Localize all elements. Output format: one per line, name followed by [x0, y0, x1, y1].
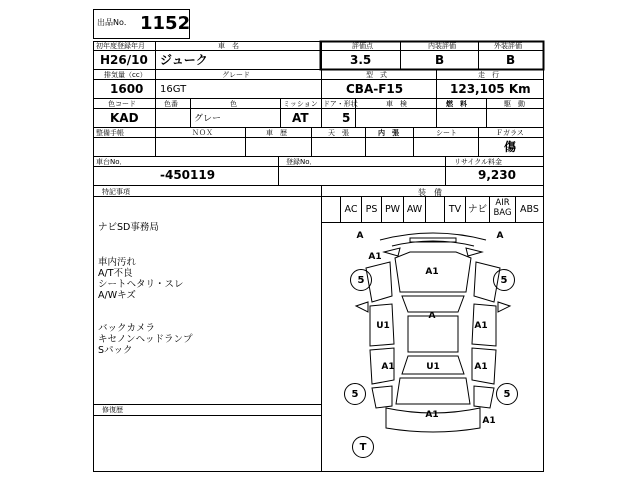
color-no-label: 色番: [164, 100, 178, 108]
model-code-value: CBA-F15: [346, 82, 404, 96]
equip-airbag: AIR BAG: [493, 198, 512, 218]
grade-value: 16GT: [160, 84, 187, 95]
score-value: 3.5: [350, 53, 372, 67]
equip-tv: TV: [448, 204, 462, 215]
glass-label: Ｆガラス: [496, 129, 524, 137]
interior-label: 内装評価: [428, 42, 456, 50]
doors-value: 5: [342, 111, 351, 125]
registration-label: 登録No．: [286, 158, 317, 166]
tire-front-left: 5: [350, 269, 372, 291]
seat-label: シート: [436, 129, 457, 137]
interior-value: B: [435, 53, 445, 67]
chassis-value: -450119: [160, 168, 216, 182]
equip-ac: AC: [344, 204, 358, 215]
color-label: 色: [230, 100, 237, 108]
drive-label: 駆 動: [504, 100, 525, 108]
note-line: A/T不良: [98, 268, 133, 279]
mark-front-right: A: [496, 231, 504, 241]
note-line: キセノンヘッドランプ: [98, 334, 193, 345]
color-code-label: 色コード: [108, 100, 136, 108]
mark-roof: A: [428, 311, 436, 321]
displacement-label: 排気量（cc）: [104, 71, 147, 79]
interior-trim-label: 内 張: [378, 129, 399, 137]
ceiling-label: 天 張: [328, 129, 349, 137]
first-reg-label: 初年度登録年月: [96, 42, 145, 50]
note-line: ナビSD事務局: [98, 222, 159, 233]
history-label: 車 歴: [266, 129, 287, 137]
fuel-label: 燃 料: [446, 100, 467, 108]
note-line: Sパック: [98, 345, 133, 356]
transmission-label: ミッション: [283, 100, 318, 108]
equipment-label: 装 備: [418, 188, 442, 197]
mark-left-rear-door: A1: [381, 362, 395, 372]
grade-label: グレード: [222, 71, 250, 79]
mark-hood: A1: [425, 267, 439, 277]
equip-abs: ABS: [520, 204, 539, 215]
chassis-label: 車台No．: [96, 158, 127, 166]
equip-navi: ナビ: [467, 204, 487, 215]
mark-front-left: A: [356, 231, 364, 241]
tire-rear-right: 5: [496, 383, 518, 405]
notes-label: 特記事項: [102, 188, 130, 196]
equip-ps: PS: [365, 204, 378, 215]
tire-rear-left: 5: [344, 383, 366, 405]
mark-rear-glass: U1: [426, 362, 440, 372]
mark-right-rear-door: A1: [474, 362, 488, 372]
model-name-label: 車 名: [218, 42, 239, 50]
nox-label: ＮＯＸ: [192, 129, 213, 137]
mileage-label: 走 行: [478, 71, 499, 79]
spare-tire: T: [352, 436, 374, 458]
equip-pw: PW: [384, 204, 401, 215]
note-line: バックカメラ: [98, 323, 156, 334]
lot-label: 出品No．: [97, 18, 132, 27]
repair-label: 修復歴: [102, 406, 123, 414]
lot-number: 1152: [140, 13, 191, 34]
score-label: 評価点: [352, 42, 373, 50]
doors-label: ドア・形状: [323, 100, 358, 108]
model-name-value: ジューク: [160, 53, 208, 67]
transmission-value: AT: [292, 111, 309, 125]
color-value: グレー: [194, 114, 222, 124]
glass-value: 傷: [504, 140, 517, 154]
recycle-value: 9,230: [478, 168, 516, 182]
mark-left-front-door: U1: [376, 321, 390, 331]
displacement-value: 1600: [110, 82, 144, 96]
equip-aw: AW: [406, 204, 423, 215]
exterior-label: 外装評価: [494, 42, 522, 50]
mark-rear-bumper: A1: [482, 416, 496, 426]
first-reg-value: H26/10: [100, 53, 148, 67]
inspection-label: 車 検: [386, 100, 407, 108]
note-line: A/Wキズ: [98, 290, 136, 301]
recycle-label: リサイクル料金: [454, 158, 503, 166]
exterior-value: B: [506, 53, 516, 67]
mark-left-fender: A1: [368, 252, 382, 262]
mark-trunk: A1: [425, 410, 439, 420]
mark-right-front-door: A1: [474, 321, 488, 331]
model-code-label: 型 式: [366, 71, 387, 79]
note-line: 車内汚れ: [98, 257, 137, 268]
maintenance-book-label: 整備手帳: [96, 129, 124, 137]
car-diagram: [356, 233, 510, 432]
mileage-value: 123,105 Km: [450, 82, 531, 96]
color-code-value: KAD: [110, 111, 139, 125]
note-line: シートヘタリ・スレ: [98, 279, 184, 290]
tire-front-right: 5: [493, 269, 515, 291]
